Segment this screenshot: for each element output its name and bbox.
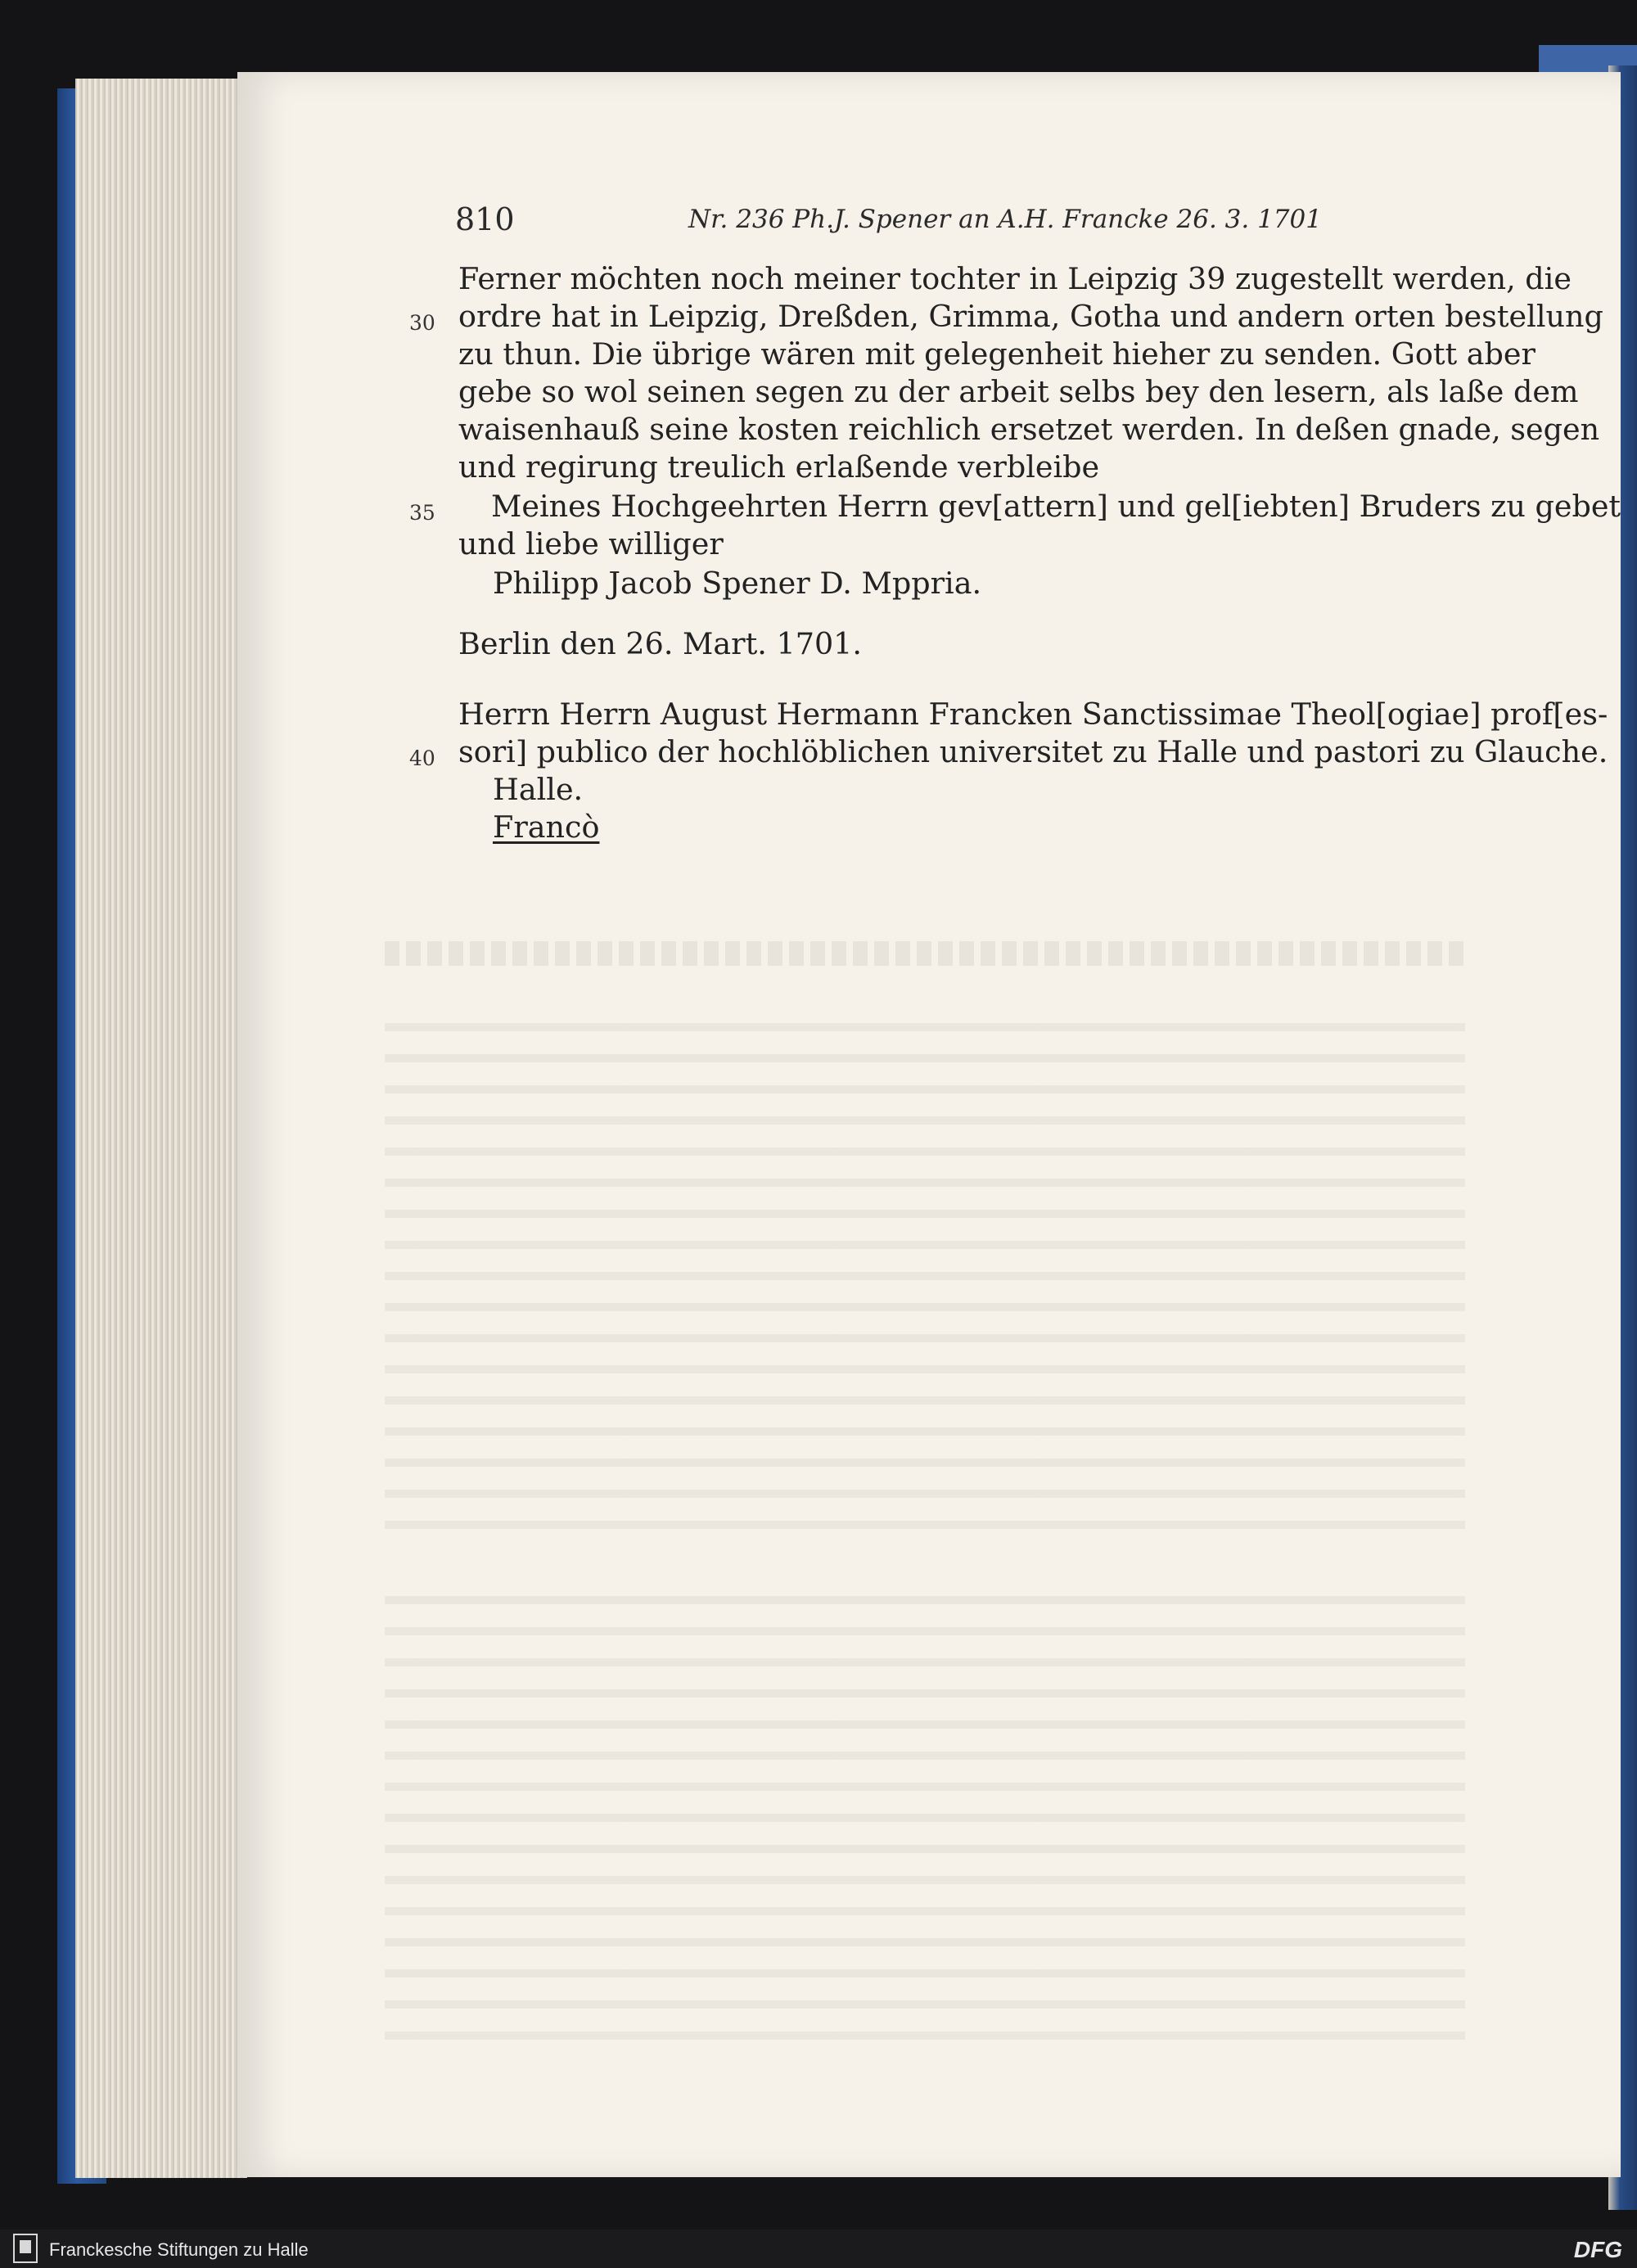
address-line	[409, 733, 1608, 771]
page-edges	[75, 79, 247, 2178]
address-city: Halle.	[493, 772, 584, 807]
dfg-logo: DFG	[1573, 2237, 1622, 2262]
text-line: und liebe williger	[458, 526, 724, 561]
page-header	[455, 201, 1322, 242]
show-through-texture	[385, 1023, 1465, 1531]
address-line: Herrn Herrn August Hermann Francken Sanctissimae Theol[ogiae] prof[es-	[458, 697, 1608, 732]
institution-name: Franckesche Stiftungen zu Halle	[49, 2239, 309, 2260]
show-through-texture	[385, 941, 1465, 966]
text-line-content: Meines Hochgeehrten Herrn gev[attern] und gel[iebten] Bruders zu gebet	[491, 489, 1621, 524]
text-line	[409, 298, 1603, 336]
text-line-content: ordre hat in Leipzig, Dreßden, Grimma, Gotha und andern orten bestellung	[458, 299, 1603, 334]
text-line: zu thun. Die übrige wären mit gelegenheit hieher zu senden. Gott aber	[458, 336, 1536, 372]
page-number: 810	[455, 201, 515, 237]
text-line: und regirung treulich erlaßende verbleibe	[458, 449, 1100, 485]
text-line: waisenhauß seine kosten reichlich ersetzet werden. In deßen gnade, segen	[458, 412, 1600, 447]
text-line: Ferner möchten noch meiner tochter in Leipzig 39 zugestellt werden, die	[458, 261, 1572, 296]
line-number: 30	[409, 311, 435, 335]
institution-logo-icon	[13, 2234, 38, 2263]
signature: Philipp Jacob Spener D. Mppria.	[493, 566, 982, 601]
text-line: gebe so wol seinen segen zu der arbeit selbs bey den lesern, als laße dem	[458, 374, 1579, 409]
address-franco: Francò	[493, 809, 600, 845]
line-number: 35	[409, 501, 435, 525]
running-head: Nr. 236 Ph.J. Spener an A.H. Francke 26. 3. 1701	[688, 205, 1322, 234]
date-line: Berlin den 26. Mart. 1701.	[458, 626, 862, 661]
text-line-content: sori] publico der hochlöblichen universitet zu Halle und pastori zu Glauche.	[458, 734, 1608, 769]
text-line	[409, 488, 1621, 525]
line-number: 40	[409, 746, 435, 770]
show-through-texture	[385, 1596, 1465, 2054]
